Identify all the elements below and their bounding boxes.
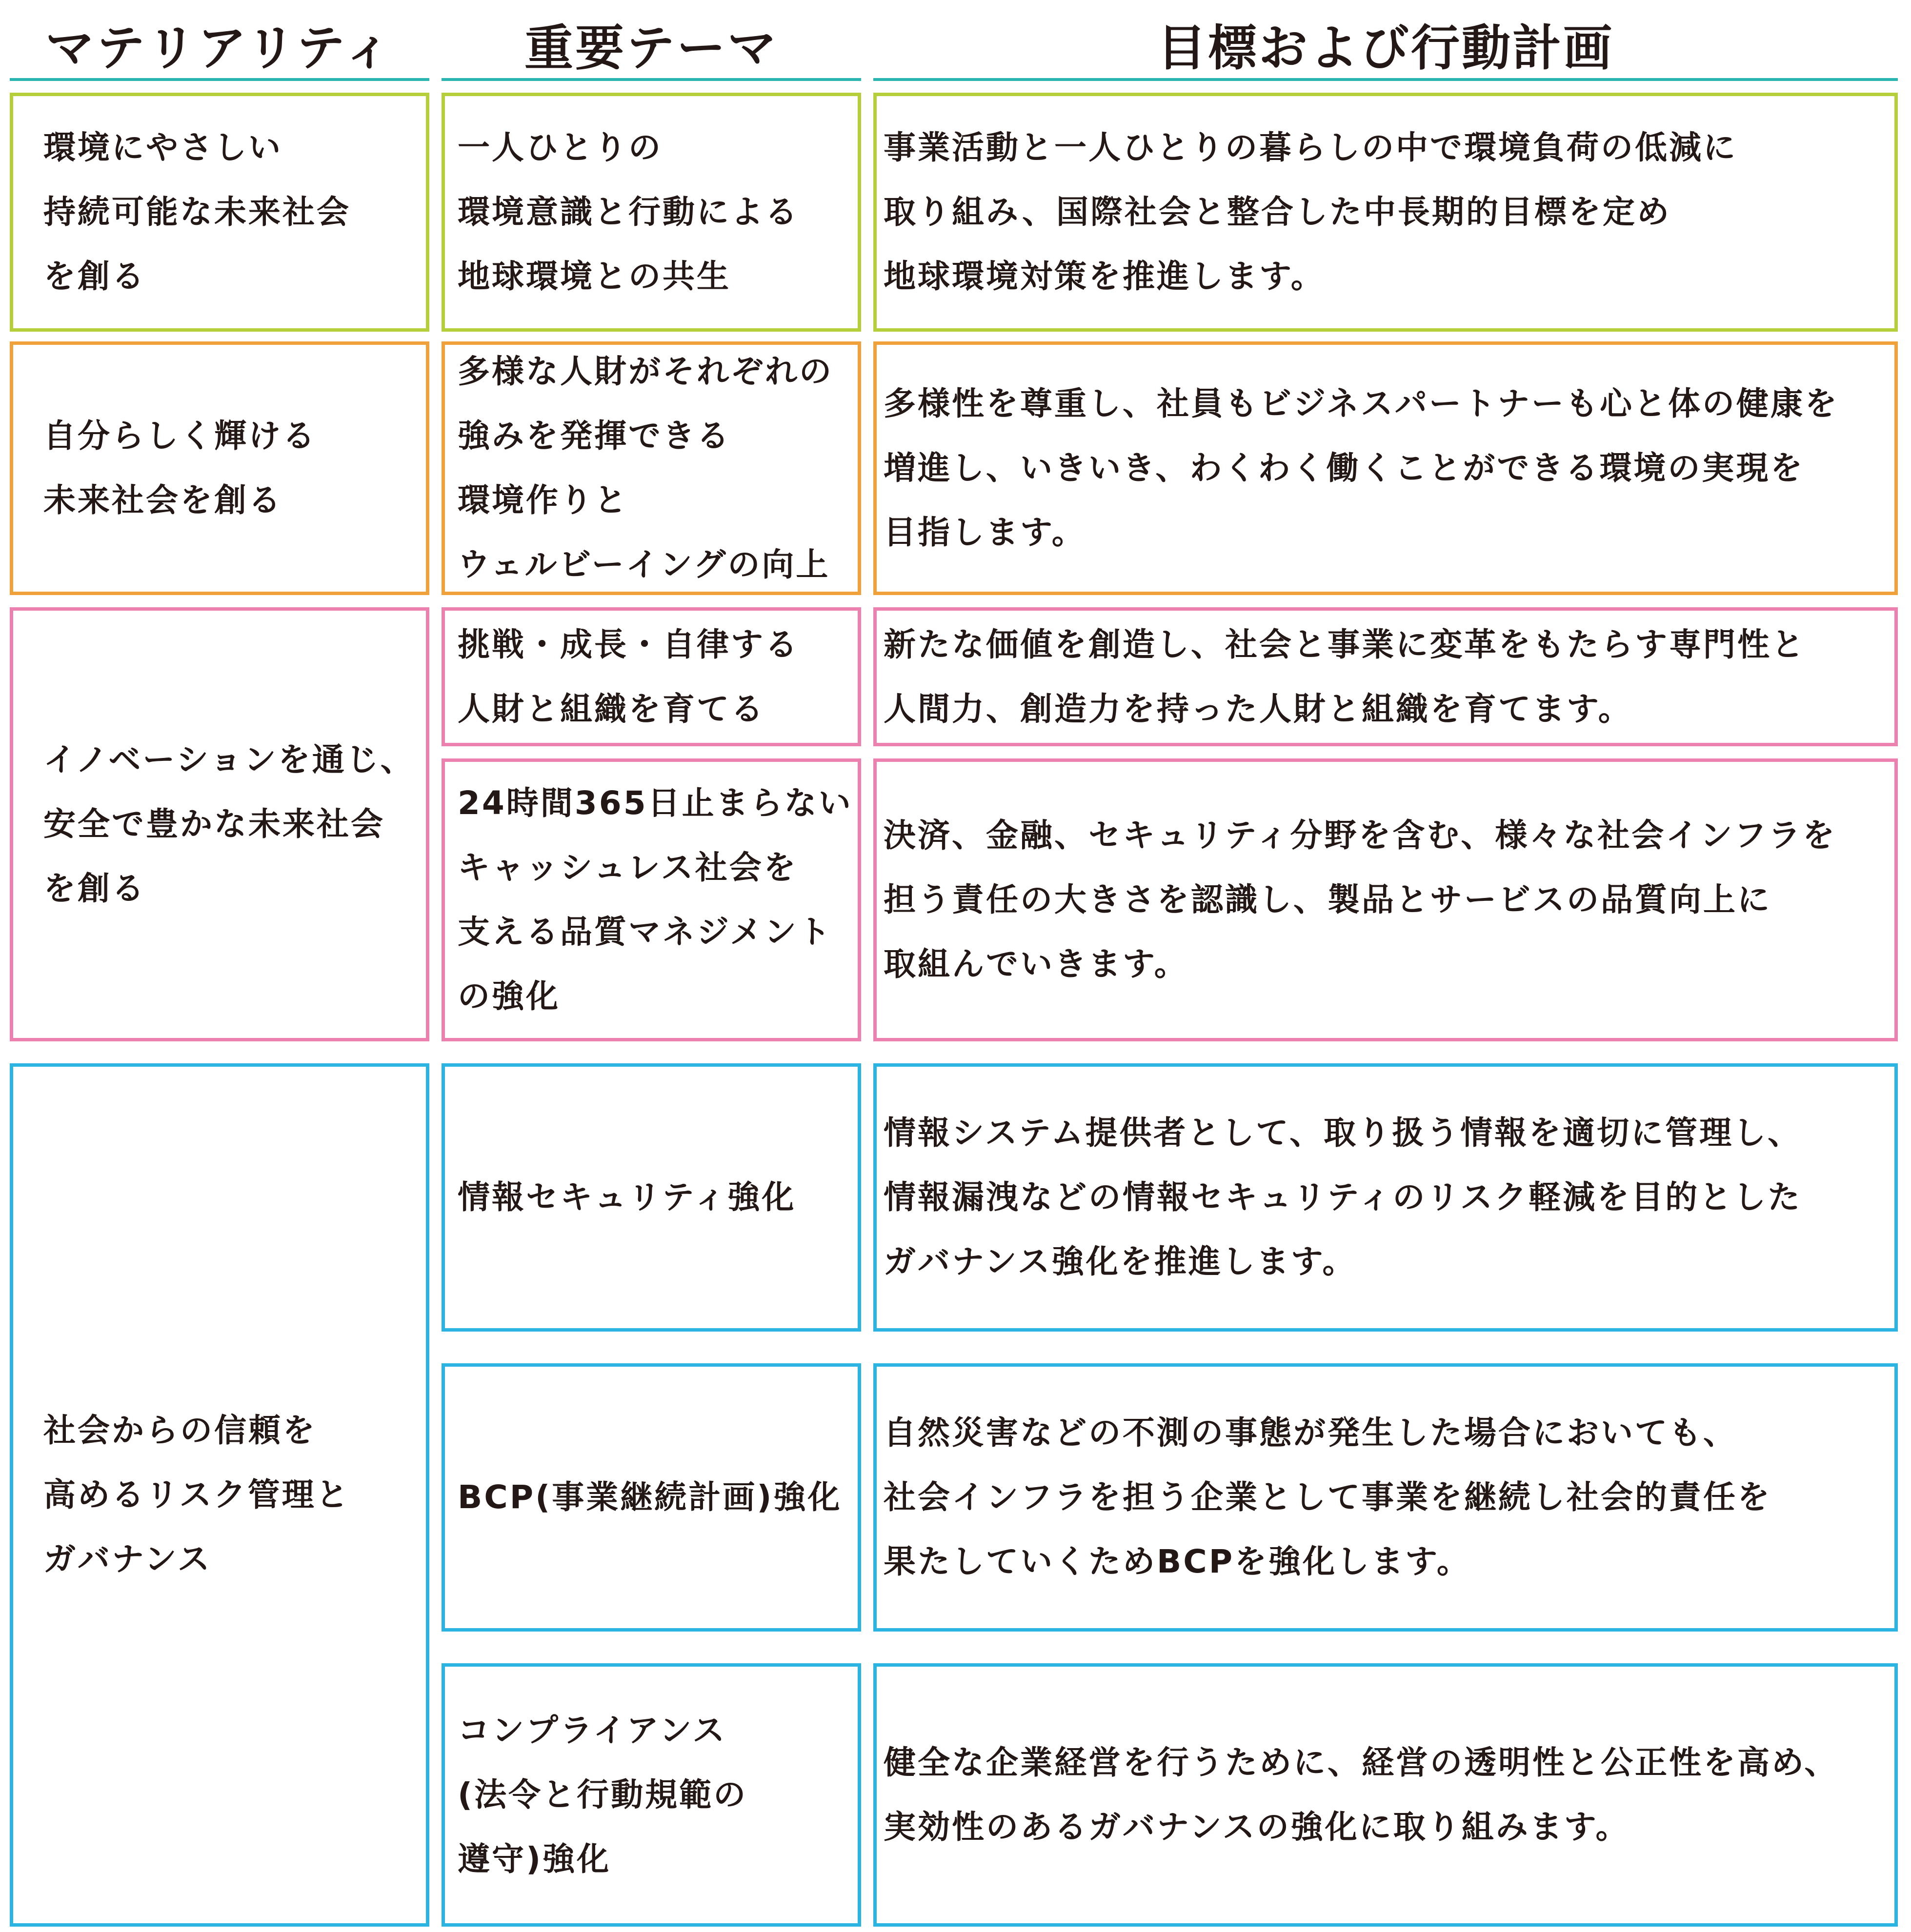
theme-diversity-wellbeing: [442, 341, 861, 595]
header-rule-plan: [873, 78, 1898, 81]
materiality-text: 社会からの信頼を 高めるリスク管理と ガバナンス: [43, 1412, 350, 1578]
plan-diversity-wellbeing: [873, 341, 1898, 595]
header-theme: 重要テーマ: [524, 20, 778, 77]
plan-text: 多様性を尊重し、社員もビジネスパートナーも心と体の健康を 増進し、いきいき、わくわく働くことができる環境の実現を 目指します。: [884, 385, 1839, 551]
theme-text: 情報セキュリティ強化: [458, 1178, 796, 1216]
plan-text: 新たな価値を創造し、社会と事業に変革をもたらす専門性と 人間力、創造力を持った人財と組織を育てます。: [884, 625, 1806, 728]
theme-compliance: [442, 1663, 861, 1927]
theme-text: コンプライアンス (法令と行動規範の 遵守)強化: [458, 1712, 748, 1878]
header-materiality: マテリアリティ: [45, 20, 394, 77]
plan-text: 健全な企業経営を行うために、経営の透明性と公正性を高め、 実効性のあるガバナンスの強化に取り組みます。: [884, 1744, 1839, 1846]
plan-text: 決済、金融、セキュリティ分野を含む、様々な社会インフラを 担う責任の大きさを認識し、製品とサービスの品質向上に 取組んでいきます。: [884, 817, 1837, 983]
plan-text: 事業活動と一人ひとりの暮らしの中で環境負荷の低減に 取り組み、国際社会と整合した中長期的目標を定め 地球環境対策を推進します。: [884, 129, 1737, 295]
materiality-self-realization: [10, 341, 429, 595]
plan-quality-management: [873, 758, 1898, 1041]
theme-information-security: [442, 1063, 861, 1332]
header-rule-materiality: [10, 78, 429, 81]
theme-bcp: [442, 1363, 861, 1632]
plan-information-security: [873, 1063, 1898, 1332]
plan-bcp: [873, 1363, 1898, 1632]
plan-talent-growth: [873, 607, 1898, 746]
plan-text: 情報システム提供者として、取り扱う情報を適切に管理し、 情報漏洩などの情報セキュリティのリスク軽減を目的とした ガバナンス強化を推進します。: [884, 1114, 1802, 1280]
plan-text: 自然災害などの不測の事態が発生した場合においても、 社会インフラを担う企業として事業を継続し社会的責任を 果たしていくためBCPを強化します。: [884, 1414, 1771, 1580]
materiality-text: イノベーションを通じ、 安全で豊かな未来社会 を創る: [43, 741, 415, 907]
materiality-innovation: [10, 607, 429, 1041]
theme-quality-management: [442, 758, 861, 1041]
theme-text: 24時間365日止まらない キャッシュレス社会を 支える品質マネジメント の強化: [458, 784, 853, 1015]
plan-compliance: [873, 1663, 1898, 1927]
materiality-risk-governance: [10, 1063, 429, 1927]
theme-talent-growth: [442, 607, 861, 746]
theme-text: BCP(事業継続計画)強化: [458, 1478, 842, 1516]
materiality-text: 自分らしく輝ける 未来社会を創る: [43, 417, 317, 519]
header-plan: 目標および行動計画: [1157, 20, 1614, 77]
theme-environment: [442, 93, 861, 332]
theme-text: 挑戦・成長・自律する 人財と組織を育てる: [458, 625, 799, 728]
materiality-environment: [10, 93, 429, 332]
theme-text: 一人ひとりの 環境意識と行動による 地球環境との共生: [458, 129, 799, 295]
materiality-text: 環境にやさしい 持続可能な未来社会 を創る: [43, 129, 351, 295]
header-rule-theme: [442, 78, 861, 81]
theme-text: 多様な人財がそれぞれの 強みを発揮できる 環境作りと ウェルビーイングの向上: [458, 353, 833, 583]
plan-environment: [873, 93, 1898, 332]
